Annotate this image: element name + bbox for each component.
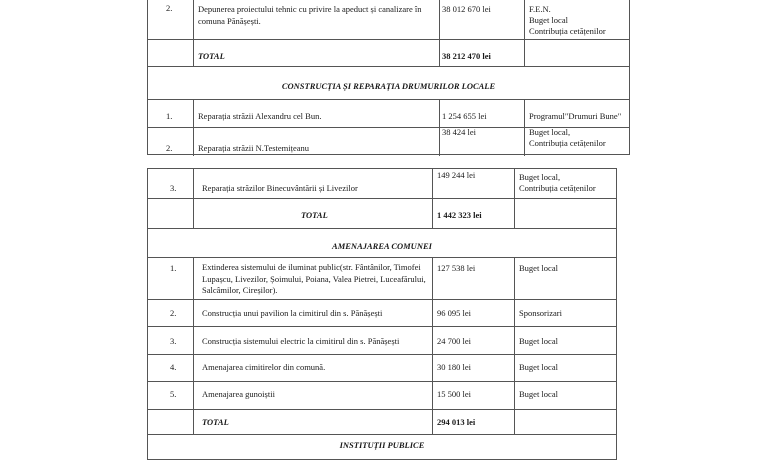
row-description: Construcția unui pavilion la cimitirul din s. Pănășești — [202, 308, 383, 318]
row-amount: 38 012 670 lei — [442, 4, 491, 14]
total-amount: 1 442 323 lei — [437, 210, 482, 220]
row-number: 2. — [170, 308, 177, 318]
row-source: Buget local — [519, 263, 558, 273]
row-source: Programul"Drumuri Bune" — [529, 111, 622, 121]
row-description: Depunerea proiectului tehnic cu privire la apeduct și canalizare în comuna Pănășești. — [198, 4, 422, 26]
row-source: Buget local — [519, 336, 558, 346]
budget-table-bottom — [147, 168, 617, 460]
row-number: 1. — [170, 263, 177, 273]
row-amount: 30 180 lei — [437, 362, 471, 372]
total-amount: 294 013 lei — [437, 417, 476, 427]
row-amount: 96 095 lei — [437, 308, 471, 318]
row-description: Extinderea sistemului de iluminat public(str. Fântânilor, Timofei Lupașcu, Livezilor, Șoimului, Poiana, Valea Pietrei, Luceafărului, Salcâmilor, Cireșilor). — [202, 262, 426, 295]
row-description: Construcția sistemului electric la cimitirul din s. Pănășești — [202, 336, 400, 346]
row-amount: 38 424 lei — [442, 127, 476, 137]
row-source: Buget local — [519, 362, 558, 372]
row-number: 4. — [170, 362, 177, 372]
row-number: 3. — [170, 336, 177, 346]
row-source: Buget local, — [519, 172, 561, 182]
table-row-total — [148, 198, 616, 228]
section-title-institutii: INSTITUȚII PUBLICE — [339, 440, 425, 450]
total-label: TOTAL — [301, 210, 328, 220]
row-amount: 1 254 655 lei — [442, 111, 487, 121]
row-source: Contribuția cetățenilor — [529, 26, 606, 36]
row-source: Contribuția cetățenilor — [529, 138, 606, 148]
row-number: 5. — [170, 389, 177, 399]
row-amount: 24 700 lei — [437, 336, 471, 346]
row-source: Sponsorizari — [519, 308, 562, 318]
row-source: Buget local — [529, 15, 568, 25]
column-divider — [439, 99, 440, 156]
budget-table-top — [147, 0, 630, 155]
row-source: Buget local, — [529, 127, 571, 137]
row-amount: 127 538 lei — [437, 263, 476, 273]
row-number: 2. — [166, 143, 173, 153]
total-amount: 38 212 470 lei — [442, 51, 491, 61]
total-label: TOTAL — [202, 417, 229, 427]
section-title-amenajare: AMENAJAREA COMUNEI — [332, 241, 432, 251]
row-number: 1. — [166, 111, 173, 121]
row-number: 2. — [166, 3, 173, 13]
total-label: TOTAL — [198, 51, 225, 61]
column-divider — [193, 99, 194, 156]
row-amount: 149 244 lei — [437, 170, 476, 180]
row-description: Amenajarea cimitirelor din comună. — [202, 362, 326, 372]
row-description: Reparația străzilor Binecuvântării și Livezilor — [202, 183, 358, 193]
row-number: 3. — [170, 183, 177, 193]
row-amount: 15 500 lei — [437, 389, 471, 399]
section-title-roads: CONSTRUCȚIA ȘI REPARAȚIA DRUMURILOR LOCALE — [281, 81, 496, 91]
row-source: Contribuția cetățenilor — [519, 183, 596, 193]
row-description: Reparația străzii Alexandru cel Bun. — [198, 111, 322, 121]
row-description: Reparația străzii N.Testemițeanu — [198, 143, 310, 153]
column-divider — [524, 99, 525, 156]
row-source: F.E.N. — [529, 4, 551, 14]
row-source: Buget local — [519, 389, 558, 399]
row-description: Amenajarea gunoiștii — [202, 389, 275, 399]
